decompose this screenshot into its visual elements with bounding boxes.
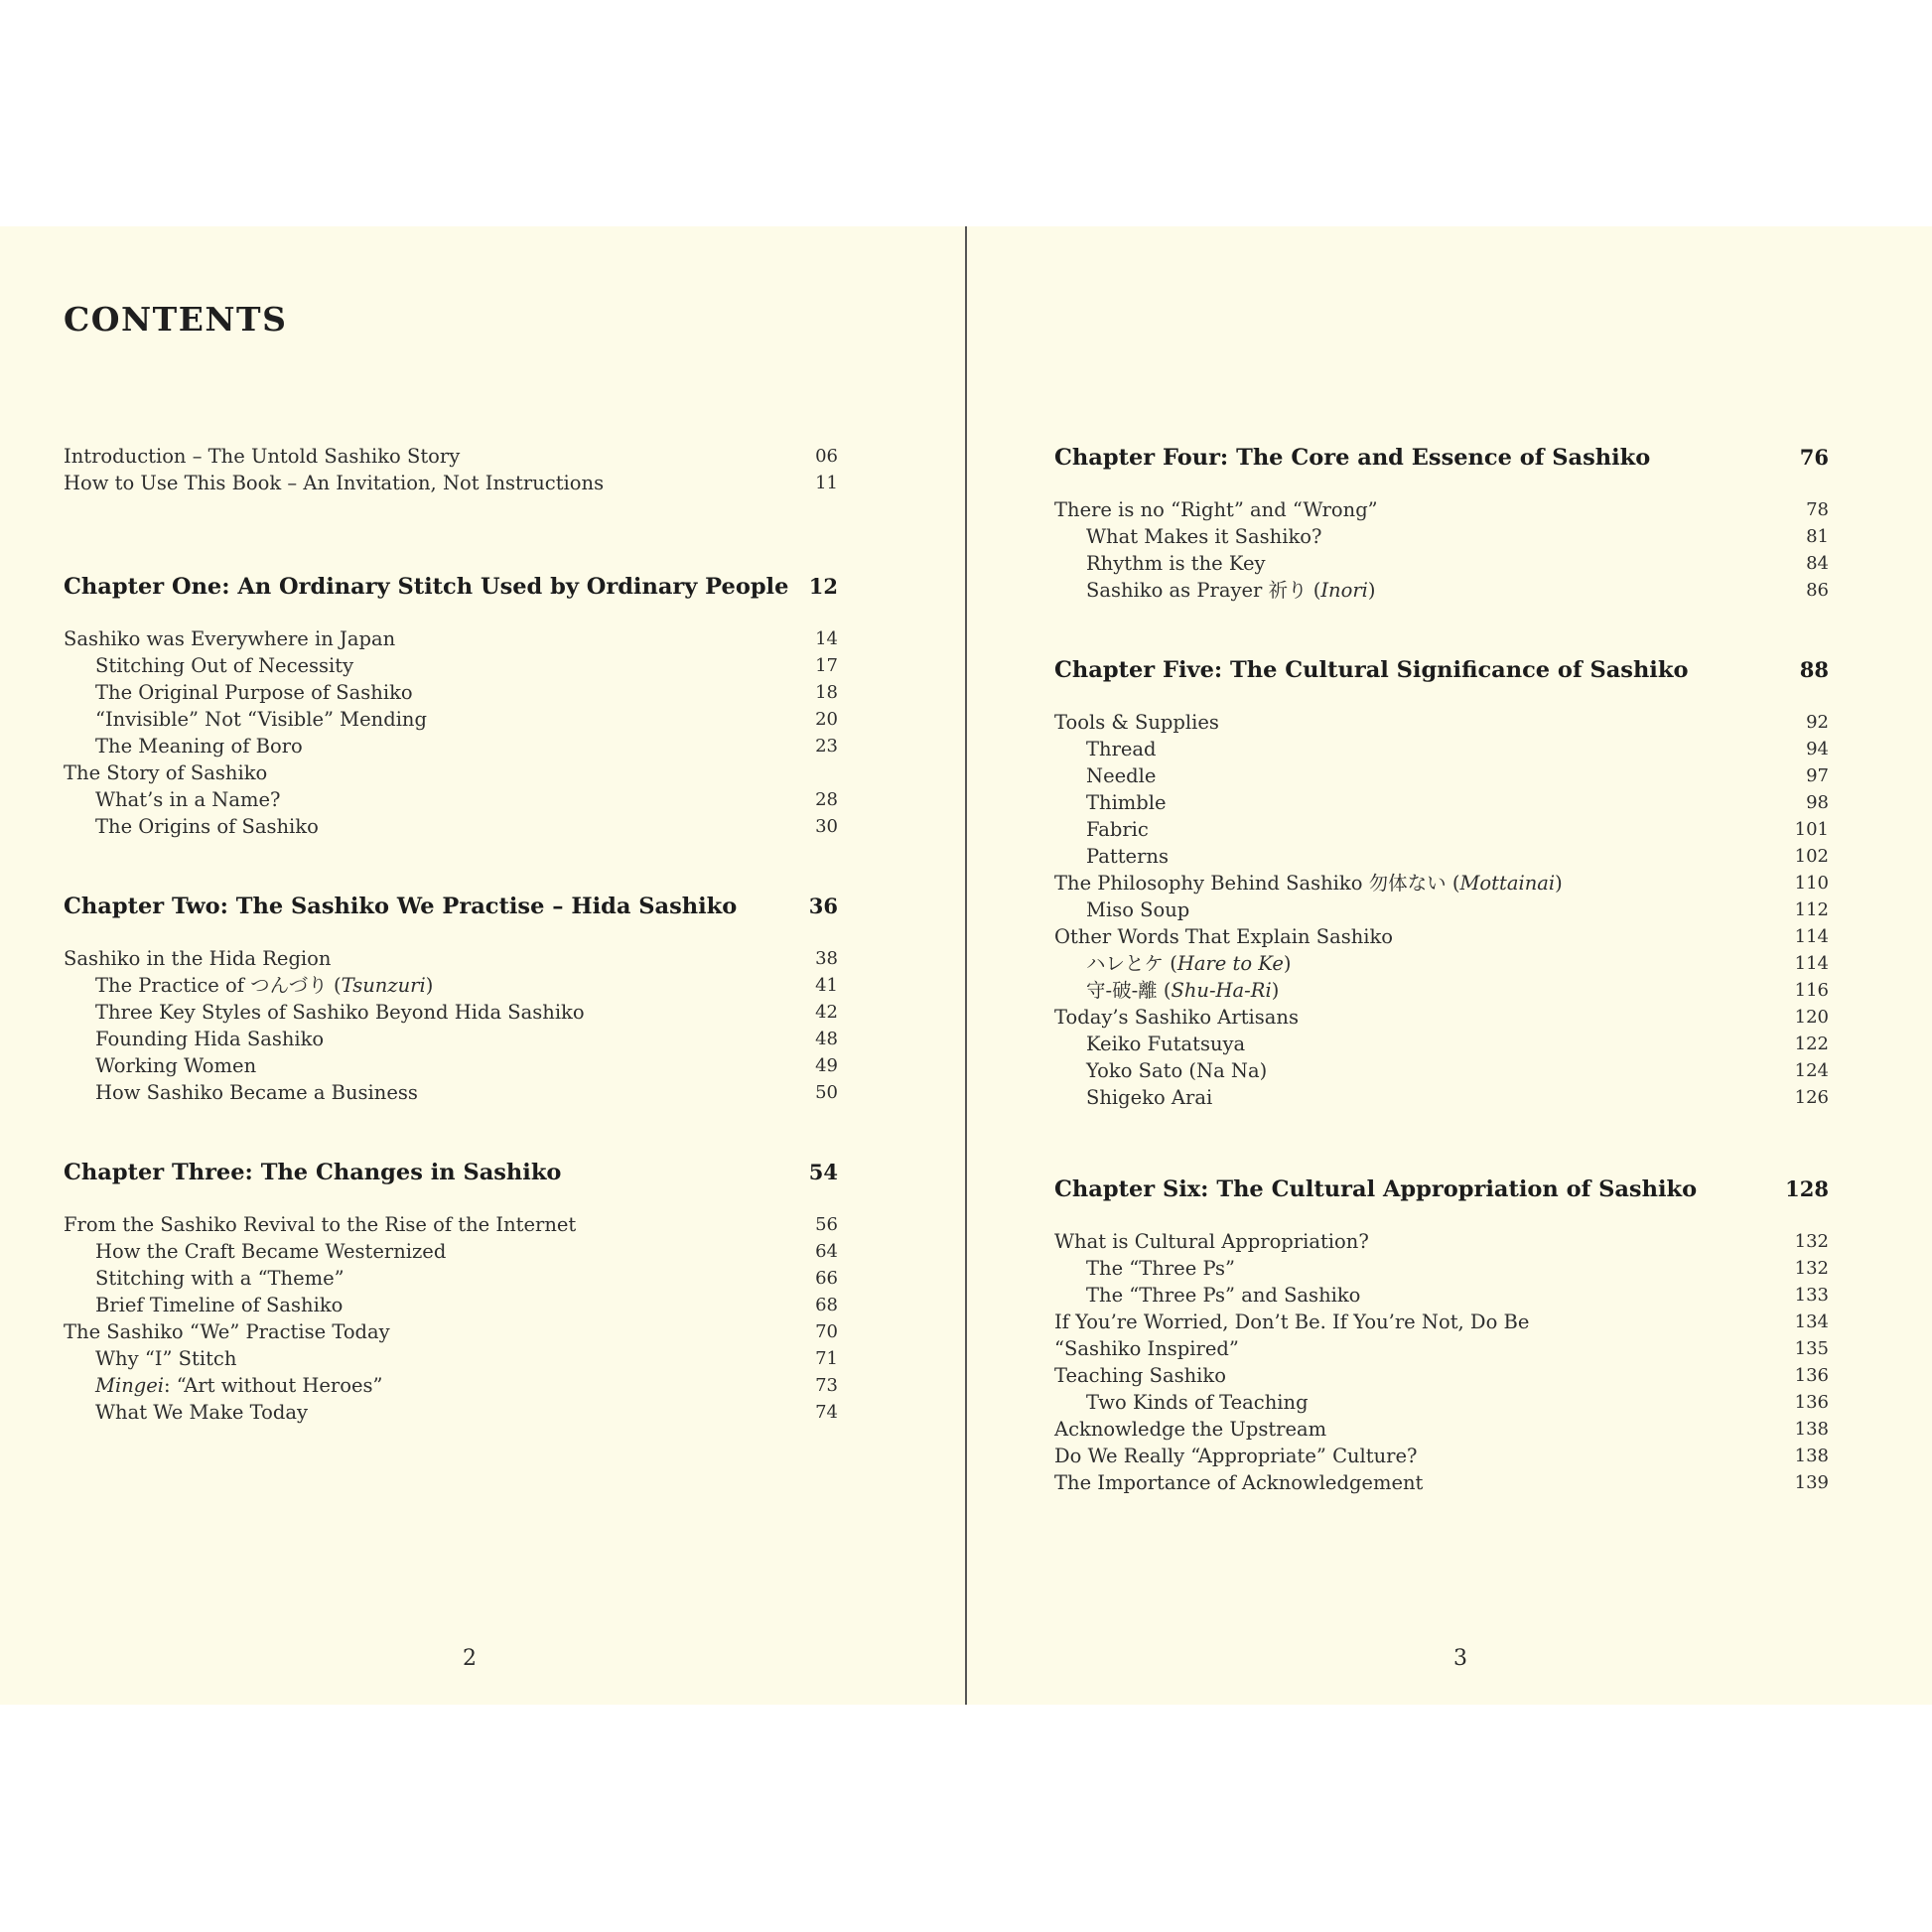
toc-subentry[interactable]: Stitching Out of Necessity 17 [95, 654, 838, 677]
toc-entry[interactable]: How to Use This Book – An Invitation, Not Instructions 11 [64, 472, 838, 494]
toc-subentry[interactable]: Keiko Futatsuya 122 [1086, 1033, 1829, 1055]
gutter-line [965, 226, 967, 1705]
toc-entry[interactable]: Sashiko was Everywhere in Japan 14 [64, 627, 838, 650]
toc-subentry[interactable]: Working Women 49 [95, 1054, 838, 1077]
toc-subentry[interactable]: Yoko Sato (Na Na) 124 [1086, 1059, 1829, 1082]
toc-entry[interactable]: What is Cultural Appropriation? 132 [1054, 1230, 1829, 1253]
chapter-four-heading[interactable]: Chapter Four: The Core and Essence of Sashiko 76 [1054, 445, 1829, 471]
toc-entry[interactable]: Teaching Sashiko 136 [1054, 1364, 1829, 1387]
toc-subentry[interactable]: Stitching with a “Theme” 66 [95, 1267, 838, 1290]
chapter-six-heading[interactable]: Chapter Six: The Cultural Appropriation of Sashiko 128 [1054, 1176, 1829, 1202]
toc-subentry[interactable]: The Practice of つんづり (Tsunzuri) 41 [95, 974, 838, 997]
toc-subentry[interactable]: “Invisible” Not “Visible” Mending 20 [95, 708, 838, 731]
toc-entry[interactable]: Acknowledge the Upstream 138 [1054, 1418, 1829, 1441]
toc-subentry[interactable]: 守-破-離 (Shu-Ha-Ri) 116 [1086, 979, 1829, 1002]
page-number-left: 2 [463, 1646, 477, 1671]
chapter-one-heading[interactable]: Chapter One: An Ordinary Stitch Used by Ordinary People 12 [64, 574, 838, 600]
chapter-two-heading[interactable]: Chapter Two: The Sashiko We Practise – Hida Sashiko 36 [64, 894, 838, 919]
toc-entry[interactable]: The Importance of Acknowledgement 139 [1054, 1471, 1829, 1494]
toc-subentry[interactable]: The Meaning of Boro 23 [95, 735, 838, 758]
toc-subentry[interactable]: Shigeko Arai 126 [1086, 1086, 1829, 1109]
toc-entry[interactable]: Do We Really “Appropriate” Culture? 138 [1054, 1445, 1829, 1467]
toc-subentry[interactable]: Fabric 101 [1086, 818, 1829, 841]
toc-entry[interactable]: Introduction – The Untold Sashiko Story 06 [64, 445, 838, 468]
toc-entry[interactable]: If You’re Worried, Don’t Be. If You’re Not, Do Be 134 [1054, 1311, 1829, 1333]
toc-entry[interactable]: The Sashiko “We” Practise Today 70 [64, 1320, 838, 1343]
toc-left [64, 443, 838, 1426]
toc-entry[interactable]: The Story of Sashiko [64, 761, 268, 784]
toc-subentry[interactable]: Why “I” Stitch 71 [95, 1347, 838, 1370]
toc-subentry[interactable]: What Makes it Sashiko? 81 [1086, 525, 1829, 548]
toc-entry[interactable]: Today’s Sashiko Artisans 120 [1054, 1006, 1829, 1029]
toc-right [1054, 443, 1829, 1496]
toc-subentry[interactable]: Three Key Styles of Sashiko Beyond Hida Sashiko 42 [95, 1001, 838, 1024]
toc-subentry[interactable]: Founding Hida Sashiko 48 [95, 1028, 838, 1050]
toc-entry[interactable]: “Sashiko Inspired” 135 [1054, 1337, 1829, 1360]
toc-subentry[interactable]: Miso Soup 112 [1086, 898, 1829, 921]
book-spread [0, 226, 1932, 1705]
chapter-three-heading[interactable]: Chapter Three: The Changes in Sashiko 54 [64, 1160, 838, 1185]
toc-subentry[interactable]: Rhythm is the Key 84 [1086, 552, 1829, 575]
toc-subentry[interactable]: The “Three Ps” 132 [1086, 1257, 1829, 1280]
toc-subentry[interactable]: Sashiko as Prayer 祈り (Inori) 86 [1086, 579, 1829, 602]
right-page [1054, 226, 1829, 1705]
toc-entry[interactable]: From the Sashiko Revival to the Rise of the Internet 56 [64, 1213, 838, 1236]
toc-subentry[interactable]: Two Kinds of Teaching 136 [1086, 1391, 1829, 1414]
toc-subentry[interactable]: Mingei: “Art without Heroes” 73 [95, 1374, 838, 1397]
toc-subentry[interactable]: The Origins of Sashiko 30 [95, 815, 838, 838]
left-page [64, 226, 838, 1705]
toc-entry[interactable]: Other Words That Explain Sashiko 114 [1054, 925, 1829, 948]
toc-entry[interactable]: The Philosophy Behind Sashiko 勿体ない (Mottainai) 110 [1054, 872, 1829, 895]
page-number-right: 3 [1453, 1646, 1467, 1671]
contents-heading: CONTENTS [64, 300, 288, 339]
toc-subentry[interactable]: Brief Timeline of Sashiko 68 [95, 1294, 838, 1316]
toc-entry[interactable]: There is no “Right” and “Wrong” 78 [1054, 498, 1829, 521]
toc-subentry[interactable]: Thread 94 [1086, 738, 1829, 760]
toc-subentry[interactable]: The Original Purpose of Sashiko 18 [95, 681, 838, 704]
toc-subentry[interactable]: How Sashiko Became a Business 50 [95, 1081, 838, 1104]
toc-subentry[interactable]: Needle 97 [1086, 764, 1829, 787]
toc-entry[interactable]: Sashiko in the Hida Region 38 [64, 947, 838, 970]
toc-entry[interactable]: Tools & Supplies 92 [1054, 711, 1829, 734]
toc-subentry[interactable]: What We Make Today 74 [95, 1401, 838, 1424]
toc-subentry[interactable]: Patterns 102 [1086, 845, 1829, 868]
toc-subentry[interactable]: The “Three Ps” and Sashiko 133 [1086, 1284, 1829, 1307]
toc-subentry[interactable]: Thimble 98 [1086, 791, 1829, 814]
toc-subentry[interactable]: How the Craft Became Westernized 64 [95, 1240, 838, 1263]
chapter-five-heading[interactable]: Chapter Five: The Cultural Significance of Sashiko 88 [1054, 657, 1829, 683]
toc-subentry[interactable]: What’s in a Name? 28 [95, 788, 838, 811]
toc-subentry[interactable]: ハレとケ (Hare to Ke) 114 [1086, 952, 1829, 975]
